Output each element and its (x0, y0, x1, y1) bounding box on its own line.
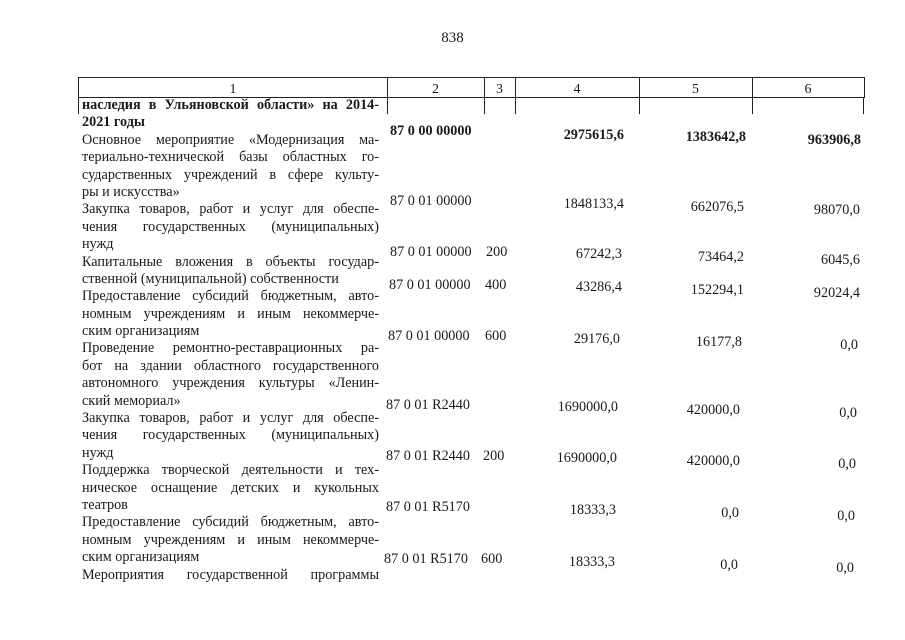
description-line: ническое оснащение детских и кукольных (82, 479, 379, 496)
column-header-2: 2 (387, 78, 485, 98)
description-line: номным учреждениям и иным некоммерче- (82, 305, 379, 322)
column-header-4: 4 (515, 78, 640, 98)
column-divider (387, 98, 388, 114)
column-divider (863, 98, 864, 114)
row-value-col4: 67242,3 (575, 246, 622, 262)
row-value-col5: 0,0 (720, 557, 738, 573)
column-divider (515, 98, 516, 114)
row-value-col5: 662076,5 (690, 199, 744, 215)
row-value-col6: 6045,6 (820, 252, 860, 268)
description-line: нужд (82, 236, 114, 253)
description-line: Основное мероприятие «Модернизация ма- (82, 131, 379, 148)
row-value-col5: 420000,0 (686, 402, 740, 418)
column-divider (639, 98, 640, 114)
column-header-6: 6 (804, 82, 812, 97)
description-line: ский мемориал» (82, 392, 181, 409)
row-code: 87 0 01 R2440 (386, 448, 470, 464)
row-value-col5: 73464,2 (697, 249, 744, 265)
row-value-col6: 0,0 (840, 337, 858, 353)
description-line: бот на здании областного государственного (82, 357, 379, 374)
row-code: 87 0 01 R5170 (384, 551, 468, 567)
row-type: 600 (485, 328, 507, 344)
column-header-5: 5 (639, 78, 753, 98)
description-line: ским организациям (82, 549, 200, 566)
row-value-col6: 963906,8 (807, 132, 861, 148)
description-line: Предоставление субсидий бюджетным, авто- (82, 514, 379, 531)
row-value-col5: 0,0 (721, 505, 739, 521)
row-value-col4: 18333,3 (568, 554, 615, 570)
description-line: номным учреждениям и иным некоммерче- (82, 531, 379, 548)
description-line: театров (82, 496, 128, 513)
description-line: сударственных учреждений в сфере культу- (82, 166, 379, 183)
column-divider (484, 98, 485, 114)
row-type: 600 (481, 551, 503, 567)
row-value-col4: 2975615,6 (563, 127, 624, 143)
description-line: ским организациям (82, 323, 200, 340)
table-header-row (78, 77, 865, 98)
row-value-col6: 98070,0 (813, 202, 860, 218)
description-line: чения государственных (муниципальных) (82, 427, 379, 444)
row-code: 87 0 01 R5170 (386, 499, 470, 515)
row-value-col6: 0,0 (839, 405, 857, 421)
description-line: автономного учреждения культуры «Ленин- (82, 375, 379, 392)
description-line: Закупка товаров, работ и услуг для обеспе- (82, 410, 379, 427)
row-value-col5: 152294,1 (690, 282, 744, 298)
row-code: 87 0 01 00000 (390, 244, 472, 260)
row-value-col4: 1690000,0 (556, 450, 617, 466)
description-line: ственной (муниципальной) собственности (82, 270, 339, 287)
row-code: 87 0 01 00000 (390, 193, 472, 209)
row-value-col4: 29176,0 (573, 331, 620, 347)
row-code: 87 0 01 00000 (388, 328, 470, 344)
column-divider (752, 98, 753, 114)
row-value-col5: 16177,8 (695, 334, 742, 350)
row-value-col5: 420000,0 (686, 453, 740, 469)
description-line: чения государственных (муниципальных) (82, 218, 379, 235)
description-line: териально-технической базы областных го- (82, 149, 379, 166)
page-number: 838 (441, 30, 464, 46)
row-type: 200 (483, 448, 505, 464)
row-code: 87 0 01 00000 (389, 277, 471, 293)
description-line: Предоставление субсидий бюджетным, авто- (82, 288, 379, 305)
description-line: Поддержка творческой деятельности и тех- (82, 462, 379, 479)
column-header-3: 3 (484, 78, 516, 98)
column-header-1: 1 (79, 78, 388, 98)
row-value-col6: 0,0 (836, 560, 854, 576)
row-value-col5: 1383642,8 (685, 129, 746, 145)
description-line: Капитальные вложения в объекты государ- (82, 253, 379, 270)
description-line: Закупка товаров, работ и услуг для обеспе- (82, 201, 379, 218)
row-value-col6: 0,0 (838, 456, 856, 472)
description-column (82, 97, 379, 584)
row-type: 400 (485, 277, 507, 293)
row-value-col4: 1848133,4 (563, 196, 624, 212)
description-line: ры и искусства» (82, 183, 180, 200)
row-type: 200 (486, 244, 508, 260)
row-value-col4: 18333,3 (569, 502, 616, 518)
row-code: 87 0 01 R2440 (386, 397, 470, 413)
row-code: 87 0 00 00000 (390, 123, 472, 139)
description-line: нужд (82, 444, 114, 461)
description-line: наследия в Ульяновской области» на 2014- (82, 97, 379, 113)
row-value-col6: 0,0 (837, 508, 855, 524)
description-line: Проведение ремонтно-реставрационных ра- (82, 340, 379, 357)
row-value-col4: 43286,4 (575, 279, 622, 295)
description-line: 2021 годы (82, 114, 145, 131)
row-value-col6: 92024,4 (813, 285, 860, 301)
description-line: Мероприятия государственной программы (82, 566, 379, 583)
row-value-col4: 1690000,0 (557, 399, 618, 415)
